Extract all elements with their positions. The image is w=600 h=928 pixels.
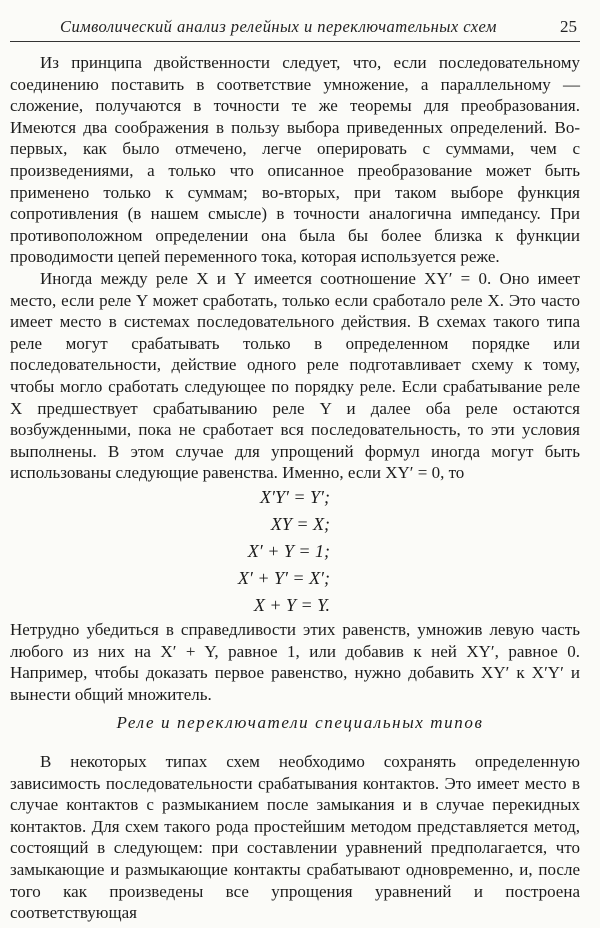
paragraph-relay-relation: Иногда между реле X и Y имеется соотношение XY′ = 0. Оно имеет место, если реле Y может сработать, только если сработало реле X. Это часто имеет место в системах последовательного действия. В схемах такого типа реле могут срабатывать только в определенном порядке или последовательности, действие одного реле подготавливает схему к тому, чтобы могло сработать следующее по порядку реле. Если срабатывание реле X предшествует срабатыванию реле Y и далее оба реле остаются возбужденными, пока не сработает вся последовательность, то эти условия выполнены. В этом случае для упрощений формул иногда могут быть использованы следующие равенства. Именно, если XY′ = 0, то	[10, 268, 580, 483]
text-block-bottom	[10, 751, 580, 924]
equation: X + Y = Y.	[253, 595, 330, 615]
text-block-middle	[10, 619, 580, 705]
paragraph-special-relays: В некоторых типах схем необходимо сохранять определенную зависимость последовательности срабатывания контактов. Это имеет место в случае контактов с размыканием после замыкания и в случае перекидных контактов. Для схем такого рода простейшим методом представляется метод, состоящий в следующем: при составлении уравнений предполагается, что замыкающие и размыкающие контакты срабатывают одновременно, и, после того как произведены все упрощения уравнений и построена соответствующая	[10, 752, 580, 923]
paragraph-proof: Нетрудно убедиться в справедливости этих равенств, умножив левую часть любого из них на X′ + Y, равное 1, или добавив к ней XY′, равное 0. Например, чтобы доказать первое равенство, нужно добавить XY′ к X′Y′ и вынести общий множитель.	[10, 620, 580, 704]
running-head: Символический анализ релейных и переключательных схем	[60, 17, 497, 36]
equation: X′Y′ = Y′;	[260, 487, 330, 507]
text-block-top	[10, 52, 580, 484]
equation: XY = X;	[270, 514, 330, 534]
section-heading: Реле и переключатели специальных типов	[116, 713, 484, 732]
equation-block	[180, 484, 420, 619]
equation: X′ + Y = 1;	[247, 541, 330, 561]
equation: X′ + Y′ = X′;	[237, 568, 330, 588]
page-header	[0, 10, 600, 38]
page-number: 25	[560, 17, 577, 36]
header-rule	[10, 41, 580, 42]
paragraph-duality: Из принципа двойственности следует, что, если последовательному соединению поставить в соответствие умножение, а параллельному — сложение, получаются в точности те же теоремы для преобразования. Имеются два соображения в пользу выбора приведенных определений. Во-первых, как было отмечено, легче оперировать с суммами, чем с произведениями, а только что описанное преобразование может быть применено только к суммам; во-вторых, при таком выборе функция сопротивления (в нашем смысле) в точности аналогична импедансу. При противоположном определении она была бы более близка к функции проводимости цепей переменного тока, которая используется реже.	[10, 53, 580, 267]
